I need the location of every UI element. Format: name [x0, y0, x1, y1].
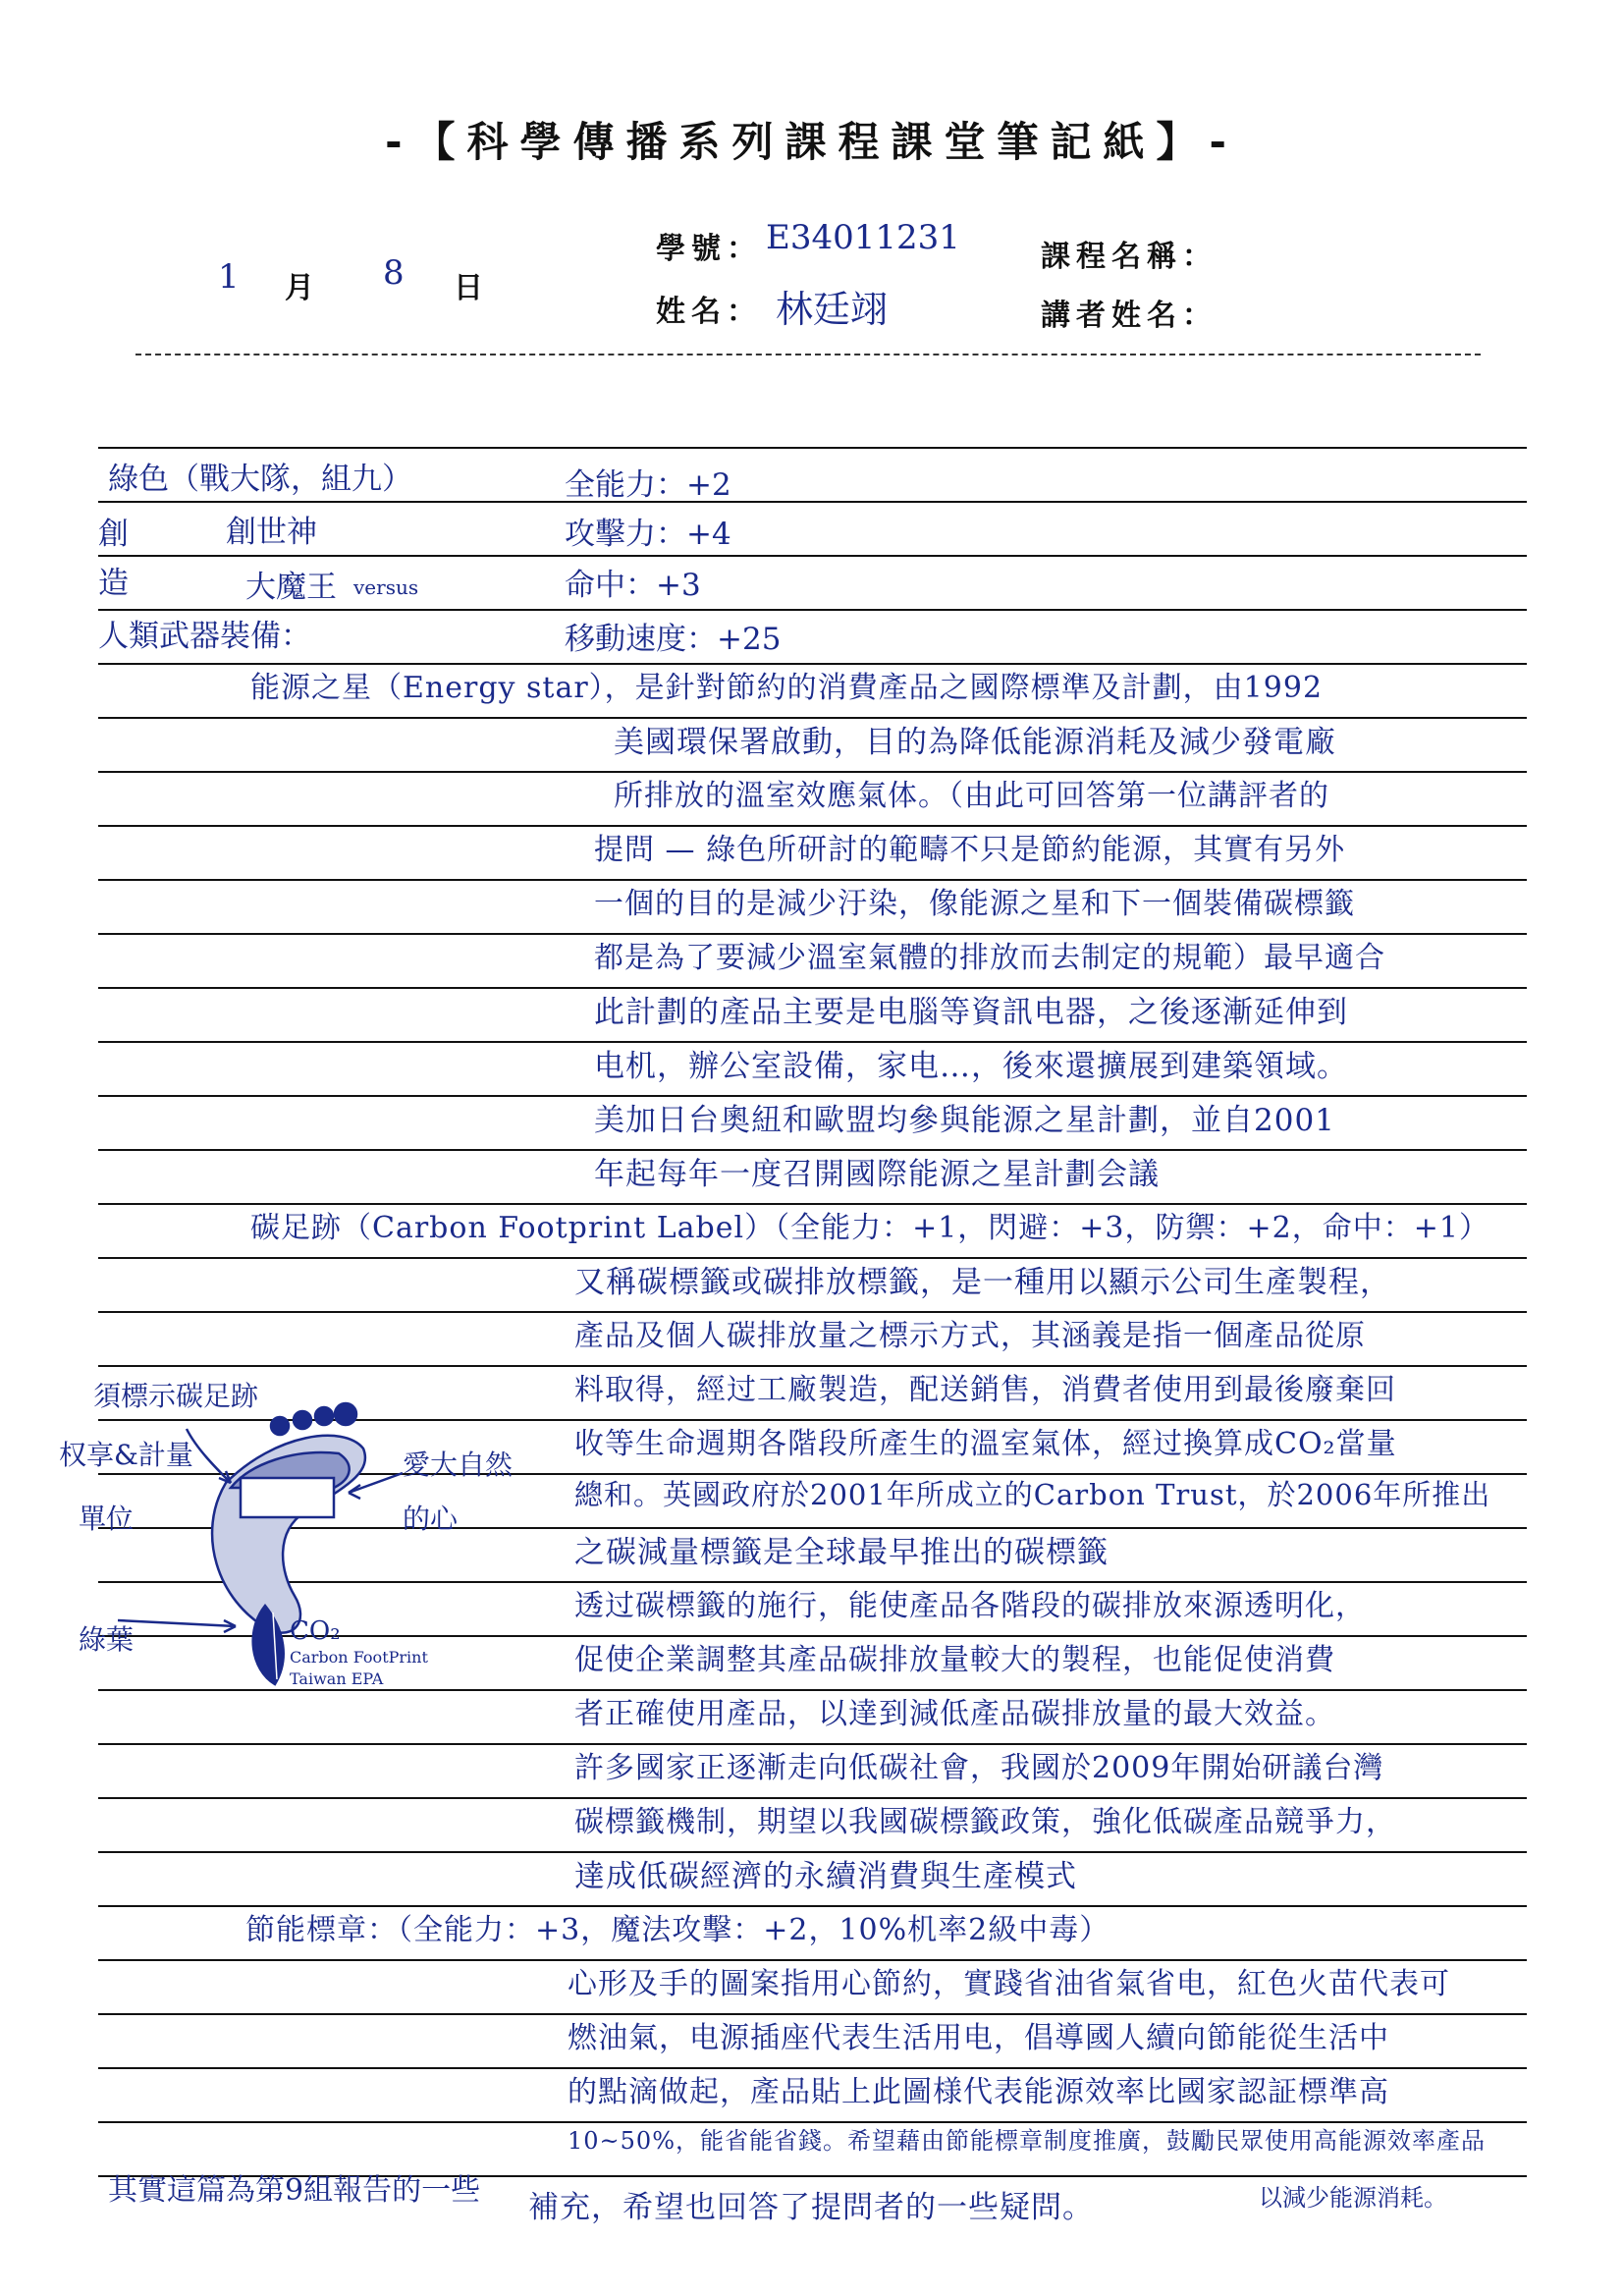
- carbon-line: 碳標籤機制，期望以我國碳標籤政策，強化低碳產品競爭力，: [574, 1805, 1396, 1839]
- energy-star-line: 一個的目的是減少汙染，像能源之星和下一個裝備碳標籤: [594, 887, 1355, 921]
- stat-attack: 攻擊力：+4: [565, 517, 731, 552]
- side-rights-label: 权享&計量: [59, 1439, 193, 1471]
- energy-star-line: 都是為了要減少溫室氣體的排放而去制定的規範）最早適合: [594, 941, 1385, 975]
- creator-label: 創世神: [226, 515, 317, 550]
- carbon-line: 料取得，經过工廠製造，配送銷售，消費者使用到最後廢棄回: [574, 1373, 1396, 1407]
- speaker-name-label: 講者姓名：: [1041, 299, 1217, 333]
- create-char-1: 創: [98, 517, 129, 552]
- carbon-line: 碳足跡（Carbon Footprint Label）（全能力：+1，閃避：+3，防禦：+2，命中：+1）: [250, 1211, 1489, 1245]
- carbon-line: 促使企業調整其產品碳排放量較大的製程，也能促使消費: [574, 1643, 1335, 1677]
- energy-star-line: 此計劃的產品主要是电腦等資訊电器，之後逐漸延伸到: [594, 995, 1348, 1030]
- date-day-label: 日: [454, 271, 489, 305]
- date-month: 1: [218, 257, 240, 297]
- energy-label-line: 補充，希望也回答了提問者的一些疑問。: [528, 2190, 1094, 2225]
- carbon-line: 之碳減量標籤是全球最早推出的碳標籤: [574, 1535, 1109, 1570]
- carbon-line: 許多國家正逐漸走向低碳社會，我國於2009年開始研議台灣: [574, 1751, 1384, 1785]
- side-love-label: 愛大自然: [403, 1449, 514, 1481]
- weapon-label: 人類武器裝備：: [98, 619, 311, 654]
- energy-star-line: 所排放的溫室效應氣体。（由此可回答第一位講評者的: [614, 779, 1329, 813]
- logo-caption-line2: Taiwan EPA: [290, 1669, 384, 1688]
- side-unit-label: 單位: [79, 1503, 135, 1535]
- carbon-line: 達成低碳經濟的永續消費與生產模式: [574, 1859, 1077, 1894]
- energy-star-line: 年起每年一度召開國際能源之星計劃会議: [594, 1157, 1160, 1192]
- energy-label-line: 的點滴做起，產品貼上此圖様代表能源效率比國家認証標準高: [568, 2075, 1389, 2109]
- energy-label-line: 10~50%，能省能省錢。希望藉由節能標章制度推廣，鼓勵民眾使用高能源效率產品: [568, 2127, 1486, 2155]
- energy-star-line: 美加日台奧紐和歐盟均參與能源之星計劃，並自2001: [594, 1103, 1335, 1138]
- energy-star-line: 美國環保署啟動，目的為降低能源消耗及減少發電廠: [614, 725, 1336, 760]
- energy-star-line: 电机，辦公室設備，家电…，後來還擴展到建築領域。: [594, 1049, 1348, 1084]
- carbon-line: 透过碳標籤的施行，能使產品各階段的碳排放來源透明化，: [574, 1589, 1366, 1623]
- energy-label-line: 燃油氣，电源插座代表生活用电，倡導國人續向節能從生活中: [568, 2021, 1389, 2055]
- student-name: 林廷翊: [776, 288, 889, 331]
- versus-label: versus: [353, 575, 419, 599]
- carbon-line: 又稱碳標籤或碳排放標籤，是一種用以顯示公司生產製程，: [574, 1265, 1391, 1300]
- date-month-label: 月: [285, 271, 320, 305]
- name-label: 姓名：: [656, 295, 762, 329]
- carbon-line: 產品及個人碳排放量之標示方式，其涵義是指一個產品從原: [574, 1319, 1366, 1353]
- student-id: E34011231: [766, 218, 960, 257]
- closing-remark: 其實這篇為第9組報告的一些: [108, 2173, 481, 2208]
- side-leaf-label: 綠葉: [79, 1623, 135, 1656]
- rule-line: [98, 555, 1527, 557]
- rule-line: [98, 609, 1527, 611]
- stat-speed: 移動速度：+25: [565, 622, 782, 657]
- stat-all-power: 全能力：+2: [565, 467, 731, 503]
- carbon-line: 收等生命週期各階段所產生的溫室氣体，經过換算成CO₂當量: [574, 1427, 1397, 1461]
- co2-label: CO₂: [290, 1616, 341, 1646]
- carbon-line: 總和。英國政府於2001年所成立的Carbon Trust，於2006年所推出: [574, 1478, 1491, 1511]
- date-day: 8: [383, 253, 405, 293]
- energy-label-side-note: 以減少能源消耗。: [1259, 2184, 1447, 2212]
- course-name-label: 課程名稱：: [1041, 240, 1217, 274]
- green-team-label: 綠色（戰大隊，組九）: [108, 462, 412, 497]
- side-footprint-label: 須標示碳足跡: [93, 1380, 259, 1412]
- energy-label-line: 心形及手的圖案指用心節約，實踐省油省氣省电，紅色火苗代表可: [568, 1967, 1450, 2001]
- carbon-footprint-logo-sketch: [79, 1355, 491, 1689]
- rule-line: [98, 447, 1527, 449]
- demon-label: 大魔王: [245, 570, 337, 605]
- header-divider: [135, 354, 1481, 355]
- create-char-2: 造: [98, 566, 129, 601]
- rule-line: [98, 501, 1527, 503]
- energy-star-line: 提問 — 綠色所研討的範疇不只是節約能源，其實有另外: [594, 833, 1346, 867]
- logo-caption-line1: Carbon FootPrint: [290, 1648, 428, 1667]
- stat-hit: 命中：+3: [565, 568, 701, 603]
- carbon-line: 者正確使用產品，以達到減低產品碳排放量的最大效益。: [574, 1697, 1335, 1731]
- page-title: -【科學傳播系列課程課堂筆記紙】-: [385, 118, 1238, 166]
- student-id-label: 學號：: [656, 232, 762, 266]
- energy-star-line: 能源之星（Energy star），是針對節約的消費產品之國際標準及計劃，由1992: [250, 671, 1324, 705]
- side-heart-label: 的心: [403, 1503, 459, 1535]
- energy-label-line: 節能標章：（全能力：+3，魔法攻擊：+2，10%机率2級中毒）: [245, 1913, 1110, 1947]
